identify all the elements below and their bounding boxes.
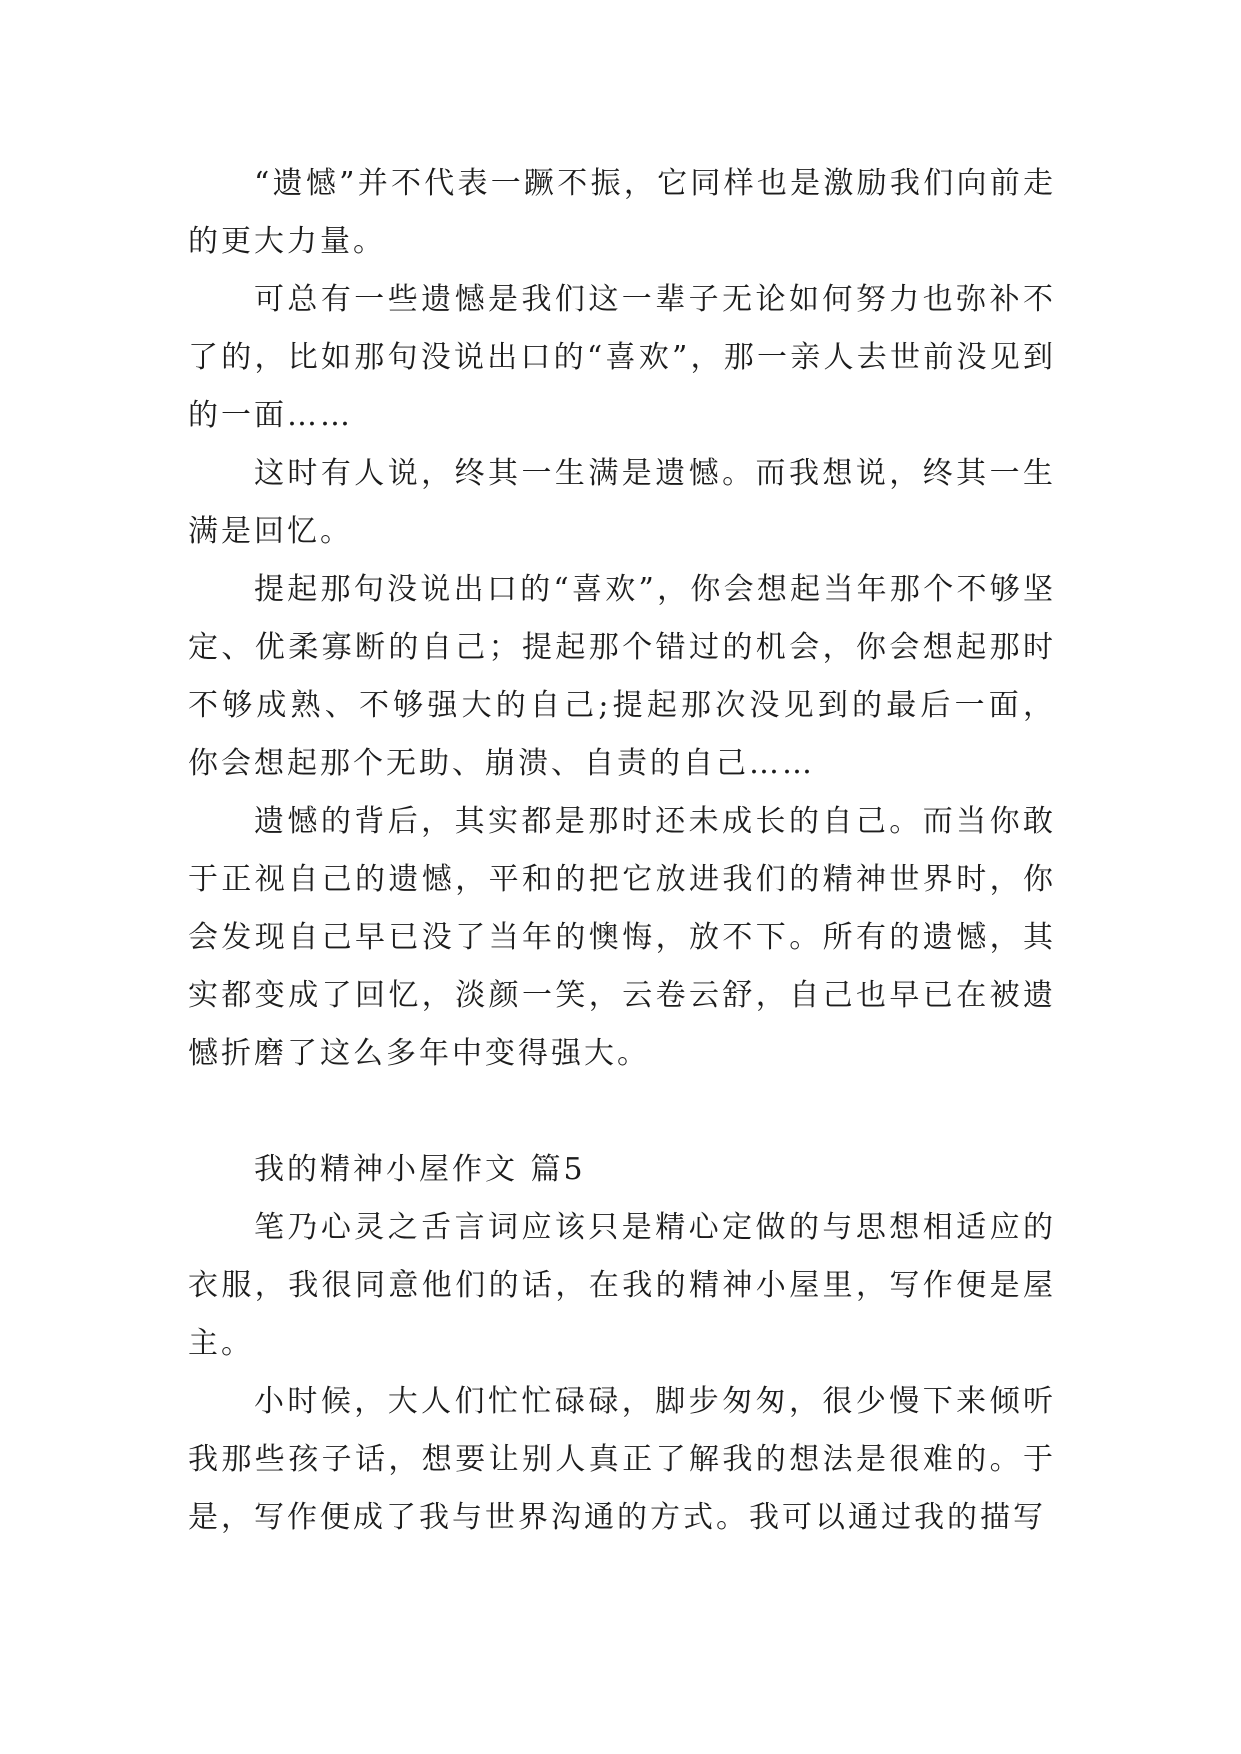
paragraph: 遗憾的背后，其实都是那时还未成长的自己。而当你敢于正视自己的遗憾，平和的把它放进我们的精神世界时，你会发现自己早已没了当年的懊悔，放不下。所有的遗憾，其实都变成了回忆，淡颜一笑，云卷云舒，自己也早已在被遗憾折磨了这么多年中变得强大。 (188, 804, 1056, 1071)
essay-text (188, 155, 1056, 1547)
section-heading: 我的精神小屋作文 篇5 (254, 1152, 586, 1187)
paragraph: 可总有一些遗憾是我们这一辈子无论如何努力也弥补不了的，比如那句没说出口的“喜欢”，那一亲人去世前没见到的一面…… (188, 282, 1056, 433)
paragraph: 提起那句没说出口的“喜欢”，你会想起当年那个不够坚定、优柔寡断的自己；提起那个错过的机会，你会想起那时不够成熟、不够强大的自己;提起那次没见到的最后一面，你会想起那个无助、崩溃、自责的自己…… (188, 572, 1056, 781)
paragraph: 这时有人说，终其一生满是遗憾。而我想说，终其一生满是回忆。 (188, 456, 1056, 549)
paragraph: 笔乃心灵之舌言词应该只是精心定做的与思想相适应的衣服，我很同意他们的话，在我的精神小屋里，写作便是屋主。 (188, 1210, 1056, 1361)
paragraph: 小时候，大人们忙忙碌碌，脚步匆匆，很少慢下来倾听我那些孩子话，想要让别人真正了解我的想法是很难的。于是，写作便成了我与世界沟通的方式。我可以通过我的描写 (188, 1384, 1056, 1535)
paragraph: “遗憾”并不代表一蹶不振，它同样也是激励我们向前走的更大力量。 (188, 166, 1056, 259)
